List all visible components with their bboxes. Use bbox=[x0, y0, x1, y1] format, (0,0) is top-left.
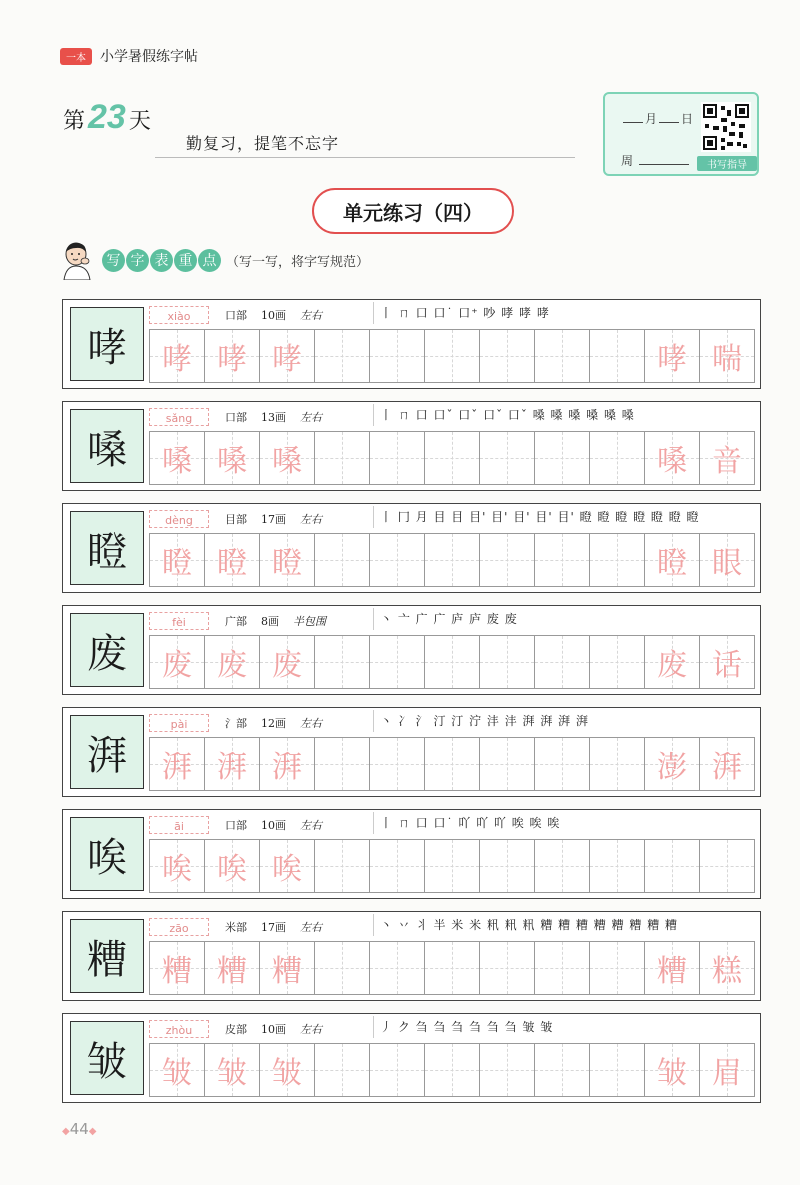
stroke-order: 丨 冂 月 目 目 目' 目' 目' 目' 目' 瞪 瞪 瞪 瞪 瞪 瞪 瞪 bbox=[373, 506, 756, 528]
day-number: 23 bbox=[88, 98, 126, 136]
practice-card bbox=[62, 809, 761, 899]
pinyin: sǎng bbox=[149, 408, 209, 426]
trace-cell[interactable]: 废 bbox=[260, 636, 315, 688]
publisher-logo: 一本 bbox=[60, 48, 92, 65]
stroke-order: 丨 ㄇ 口 口˙ 吖 吖 吖 唉 唉 唉 bbox=[373, 812, 756, 834]
book-header bbox=[60, 44, 198, 68]
blank-cell[interactable] bbox=[480, 330, 535, 382]
trace-cell[interactable]: 哮 bbox=[205, 330, 260, 382]
stroke-count: 12画 bbox=[261, 717, 286, 730]
radical: 口部 bbox=[225, 309, 247, 322]
blank-cell[interactable] bbox=[315, 1044, 370, 1096]
word-cell[interactable]: 废 bbox=[645, 636, 700, 688]
blank-cell[interactable] bbox=[535, 432, 590, 484]
unit-title: 单元练习（四） bbox=[312, 188, 514, 234]
word-cell[interactable]: 哮 bbox=[645, 330, 700, 382]
blank-cell[interactable] bbox=[480, 636, 535, 688]
blank-cell[interactable] bbox=[425, 840, 480, 892]
blank-cell[interactable] bbox=[590, 432, 645, 484]
pinyin: pài bbox=[149, 714, 209, 732]
page-number: ◆44◆ bbox=[62, 1120, 97, 1138]
blank-cell[interactable] bbox=[315, 942, 370, 994]
model-character: 瞪 bbox=[70, 511, 144, 585]
stroke-count: 13画 bbox=[261, 411, 286, 424]
blank-cell[interactable] bbox=[480, 942, 535, 994]
practice-card bbox=[62, 299, 761, 389]
trace-cell[interactable]: 嗓 bbox=[149, 432, 205, 484]
radical: 口部 bbox=[225, 411, 247, 424]
stroke-order: 丿 ク 刍 刍 刍 刍 刍 刍 皱 皱 bbox=[373, 1016, 756, 1038]
blank-cell[interactable] bbox=[425, 432, 480, 484]
divider bbox=[155, 157, 575, 158]
blank-cell[interactable] bbox=[425, 738, 480, 790]
stroke-count: 10画 bbox=[261, 819, 286, 832]
pinyin: dèng bbox=[149, 510, 209, 528]
stroke-count: 8画 bbox=[261, 615, 279, 628]
word-cell[interactable]: 音 bbox=[700, 432, 755, 484]
practice-card bbox=[62, 503, 761, 593]
blank-cell[interactable] bbox=[480, 840, 535, 892]
trace-cell[interactable]: 废 bbox=[149, 636, 205, 688]
blank-cell[interactable] bbox=[425, 636, 480, 688]
writing-grid bbox=[149, 533, 755, 587]
blank-cell[interactable] bbox=[370, 1044, 425, 1096]
blank-cell[interactable] bbox=[535, 534, 590, 586]
model-character: 嗓 bbox=[70, 409, 144, 483]
stroke-order: 丨 ㄇ 口 口˙ 口⁺ 吵 哮 哮 哮 bbox=[373, 302, 756, 324]
blank-cell[interactable] bbox=[370, 942, 425, 994]
qr-code-icon[interactable] bbox=[701, 102, 751, 152]
series-title: 小学暑假练字帖 bbox=[100, 49, 198, 65]
blank-cell[interactable] bbox=[535, 636, 590, 688]
char-info bbox=[149, 712, 322, 734]
stroke-order: 丶 冫 氵 汀 汀 泞 沣 沣 湃 湃 湃 湃 bbox=[373, 710, 756, 732]
writing-guide-label: 书写指导 bbox=[697, 156, 757, 171]
structure: 左右 bbox=[300, 717, 322, 730]
practice-card bbox=[62, 707, 761, 797]
blank-cell[interactable] bbox=[590, 636, 645, 688]
structure: 左右 bbox=[300, 921, 322, 934]
blank-cell[interactable] bbox=[370, 534, 425, 586]
practice-card bbox=[62, 605, 761, 695]
writing-grid bbox=[149, 839, 755, 893]
blank-cell[interactable] bbox=[315, 636, 370, 688]
day-suffix: 天 bbox=[128, 109, 151, 134]
blank-cell[interactable] bbox=[535, 942, 590, 994]
word-cell[interactable]: 嗓 bbox=[645, 432, 700, 484]
section-note: （写一写，将字写规范） bbox=[226, 254, 370, 270]
stroke-count: 17画 bbox=[261, 921, 286, 934]
pinyin: fèi bbox=[149, 612, 209, 630]
model-character: 唉 bbox=[70, 817, 144, 891]
writing-grid bbox=[149, 1043, 755, 1097]
trace-cell[interactable]: 皱 bbox=[260, 1044, 315, 1096]
word-cell[interactable]: 糕 bbox=[700, 942, 755, 994]
section-label: 写 字 表 重 点 bbox=[102, 249, 222, 272]
model-character: 糟 bbox=[70, 919, 144, 993]
blank-cell[interactable] bbox=[480, 1044, 535, 1096]
word-cell[interactable]: 话 bbox=[700, 636, 755, 688]
trace-cell[interactable]: 瞪 bbox=[205, 534, 260, 586]
week-line bbox=[621, 152, 689, 169]
trace-cell[interactable]: 糟 bbox=[149, 942, 205, 994]
radical: 皮部 bbox=[225, 1023, 247, 1036]
char-info bbox=[149, 406, 322, 428]
day-label: 日 bbox=[681, 112, 694, 126]
blank-cell[interactable] bbox=[590, 738, 645, 790]
char-info bbox=[149, 508, 322, 530]
trace-cell[interactable]: 唉 bbox=[260, 840, 315, 892]
trace-cell[interactable]: 皱 bbox=[149, 1044, 205, 1096]
structure: 左右 bbox=[300, 1023, 322, 1036]
blank-cell[interactable] bbox=[480, 738, 535, 790]
blank-cell[interactable] bbox=[315, 840, 370, 892]
trace-cell[interactable]: 哮 bbox=[260, 330, 315, 382]
date-box bbox=[603, 92, 759, 176]
blank-cell[interactable] bbox=[425, 942, 480, 994]
model-character: 哮 bbox=[70, 307, 144, 381]
writing-grid bbox=[149, 737, 755, 791]
blank-cell[interactable] bbox=[315, 534, 370, 586]
structure: 左右 bbox=[300, 819, 322, 832]
trace-cell[interactable]: 瞪 bbox=[260, 534, 315, 586]
stroke-order: 丶 亠 广 广 庐 庐 废 废 bbox=[373, 608, 756, 630]
structure: 半包围 bbox=[293, 615, 326, 628]
blank-cell[interactable] bbox=[425, 1044, 480, 1096]
radical: 氵部 bbox=[225, 717, 247, 730]
practice-card bbox=[62, 911, 761, 1001]
word-cell[interactable]: 眉 bbox=[700, 1044, 755, 1096]
blank-cell[interactable] bbox=[535, 1044, 590, 1096]
blank-cell[interactable] bbox=[370, 738, 425, 790]
blank-cell[interactable] bbox=[425, 534, 480, 586]
blank-cell[interactable] bbox=[535, 330, 590, 382]
blank-cell[interactable] bbox=[370, 330, 425, 382]
blank-cell[interactable] bbox=[480, 534, 535, 586]
trace-cell[interactable]: 糟 bbox=[260, 942, 315, 994]
writing-grid bbox=[149, 329, 755, 383]
word-cell[interactable]: 喘 bbox=[700, 330, 755, 382]
blank-cell[interactable] bbox=[315, 330, 370, 382]
stroke-count: 10画 bbox=[261, 1023, 286, 1036]
word-cell[interactable]: 澎 bbox=[645, 738, 700, 790]
radical: 广部 bbox=[225, 615, 247, 628]
practice-card bbox=[62, 401, 761, 491]
blank-cell[interactable] bbox=[480, 432, 535, 484]
writing-grid bbox=[149, 635, 755, 689]
structure: 左右 bbox=[300, 411, 322, 424]
model-character: 皱 bbox=[70, 1021, 144, 1095]
blank-cell[interactable] bbox=[645, 840, 700, 892]
blank-cell[interactable] bbox=[590, 1044, 645, 1096]
word-cell[interactable]: 皱 bbox=[645, 1044, 700, 1096]
practice-card bbox=[62, 1013, 761, 1103]
blank-cell[interactable] bbox=[535, 738, 590, 790]
stroke-order: 丨 ㄇ 口 口ˇ 口ˇ 口ˇ 口ˇ 嗓 嗓 嗓 嗓 嗓 嗓 bbox=[373, 404, 756, 426]
trace-cell[interactable]: 嗓 bbox=[260, 432, 315, 484]
pinyin: zhòu bbox=[149, 1020, 209, 1038]
radical: 口部 bbox=[225, 819, 247, 832]
boy-illustration-icon bbox=[60, 240, 96, 280]
pinyin: āi bbox=[149, 816, 209, 834]
pinyin: xiào bbox=[149, 306, 209, 324]
pinyin: zāo bbox=[149, 918, 209, 936]
char-info bbox=[149, 814, 322, 836]
stroke-count: 10画 bbox=[261, 309, 286, 322]
blank-cell[interactable] bbox=[370, 840, 425, 892]
day-motto: 勤复习，提笔不忘字 bbox=[186, 134, 340, 153]
trace-cell[interactable]: 唉 bbox=[205, 840, 260, 892]
model-character: 废 bbox=[70, 613, 144, 687]
section-header bbox=[60, 240, 369, 280]
trace-cell[interactable]: 唉 bbox=[149, 840, 205, 892]
blank-cell[interactable] bbox=[425, 330, 480, 382]
stroke-count: 17画 bbox=[261, 513, 286, 526]
writing-grid bbox=[149, 941, 755, 995]
writing-grid bbox=[149, 431, 755, 485]
word-cell[interactable]: 瞪 bbox=[645, 534, 700, 586]
blank-cell[interactable] bbox=[590, 330, 645, 382]
char-info bbox=[149, 610, 326, 632]
blank-cell[interactable] bbox=[700, 840, 755, 892]
trace-cell[interactable]: 湃 bbox=[149, 738, 205, 790]
trace-cell[interactable]: 哮 bbox=[149, 330, 205, 382]
word-cell[interactable]: 眼 bbox=[700, 534, 755, 586]
trace-cell[interactable]: 废 bbox=[205, 636, 260, 688]
blank-cell[interactable] bbox=[315, 432, 370, 484]
radical: 米部 bbox=[225, 921, 247, 934]
word-cell[interactable]: 湃 bbox=[700, 738, 755, 790]
stroke-order: 丶 丷 丬 半 米 米 籸 籸 籸 糟 糟 糟 糟 糟 糟 糟 糟 bbox=[373, 914, 756, 936]
trace-cell[interactable]: 糟 bbox=[205, 942, 260, 994]
week-label: 周 bbox=[621, 154, 634, 168]
blank-cell[interactable] bbox=[590, 942, 645, 994]
blank-cell[interactable] bbox=[370, 636, 425, 688]
char-info bbox=[149, 916, 322, 938]
trace-cell[interactable]: 皱 bbox=[205, 1044, 260, 1096]
trace-cell[interactable]: 瞪 bbox=[149, 534, 205, 586]
structure: 左右 bbox=[300, 309, 322, 322]
word-cell[interactable]: 糟 bbox=[645, 942, 700, 994]
month-label: 月 bbox=[645, 112, 658, 126]
day-prefix: 第 bbox=[63, 109, 86, 134]
trace-cell[interactable]: 湃 bbox=[205, 738, 260, 790]
trace-cell[interactable]: 湃 bbox=[260, 738, 315, 790]
day-title bbox=[63, 98, 151, 137]
blank-cell[interactable] bbox=[590, 534, 645, 586]
blank-cell[interactable] bbox=[315, 738, 370, 790]
char-info bbox=[149, 1018, 322, 1040]
model-character: 湃 bbox=[70, 715, 144, 789]
blank-cell[interactable] bbox=[370, 432, 425, 484]
blank-cell[interactable] bbox=[590, 840, 645, 892]
blank-cell[interactable] bbox=[535, 840, 590, 892]
date-line bbox=[621, 110, 693, 127]
trace-cell[interactable]: 嗓 bbox=[205, 432, 260, 484]
radical: 目部 bbox=[225, 513, 247, 526]
char-info bbox=[149, 304, 322, 326]
structure: 左右 bbox=[300, 513, 322, 526]
